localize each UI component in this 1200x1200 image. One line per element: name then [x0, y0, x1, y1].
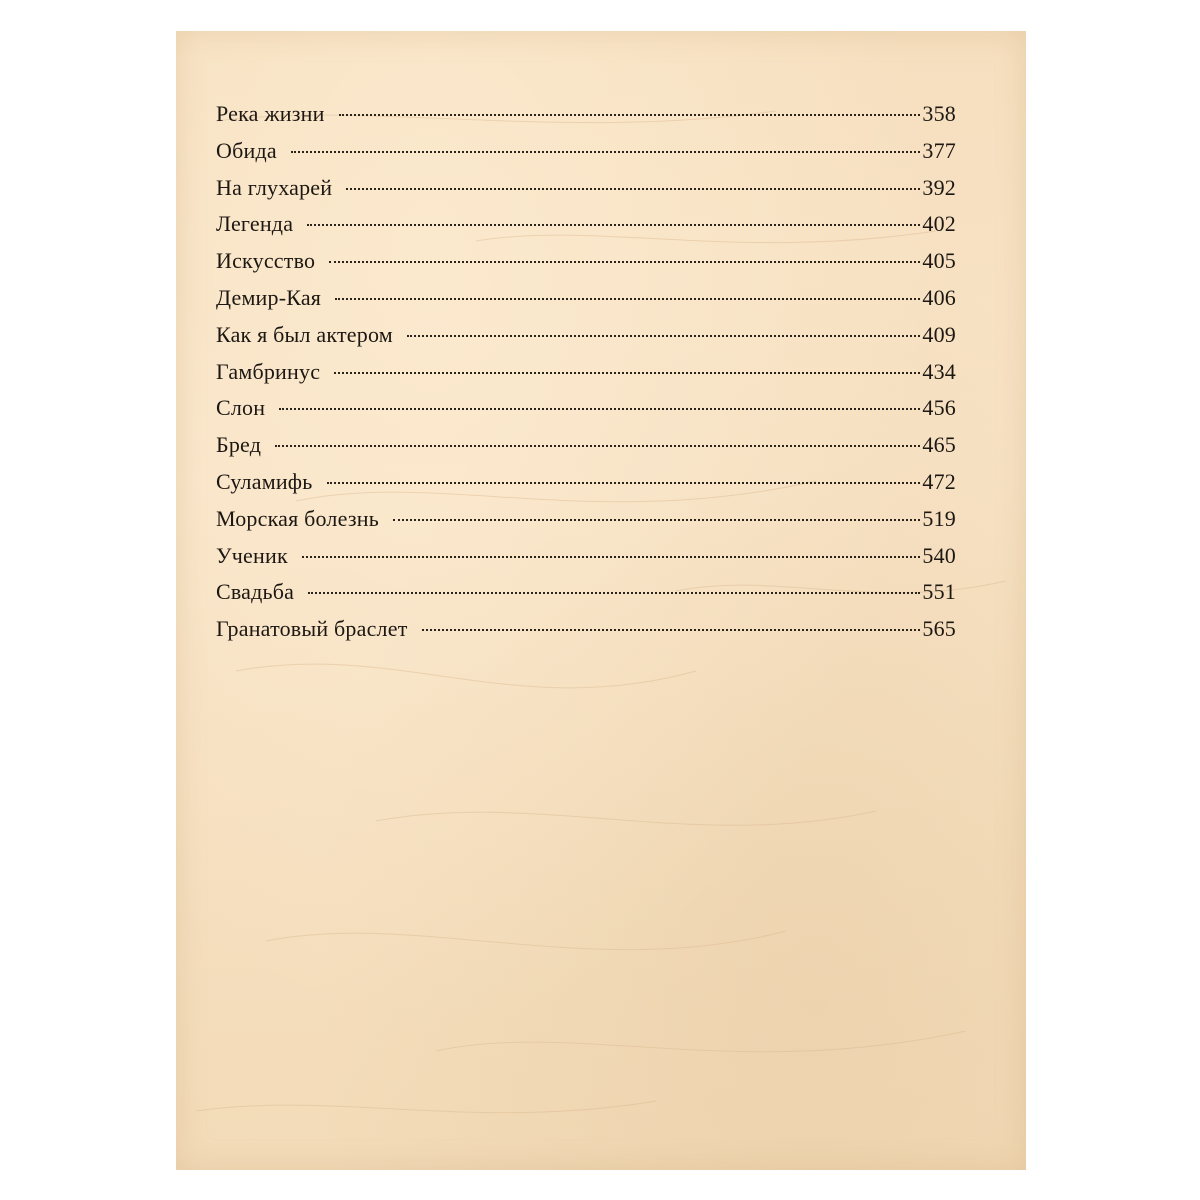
table-of-contents: [216, 101, 956, 653]
toc-entry: [216, 211, 956, 248]
toc-entry: [216, 175, 956, 212]
dot-leader: [279, 408, 920, 410]
toc-entry-title: Ученик: [216, 542, 288, 568]
toc-entry-page: 406: [922, 284, 956, 310]
toc-entry-title: Суламифь: [216, 468, 313, 494]
dot-leader: [422, 629, 921, 631]
toc-entry-title: Гранатовый браслет: [216, 616, 408, 642]
dot-leader: [346, 188, 920, 190]
toc-entry-page: 405: [922, 248, 956, 274]
toc-entry: [216, 138, 956, 175]
toc-entry: [216, 616, 956, 653]
toc-entry-page: 565: [922, 616, 956, 642]
toc-entry: [216, 285, 956, 322]
dot-leader: [307, 224, 920, 226]
toc-entry-title: Свадьба: [216, 579, 295, 605]
toc-entry-page: 551: [922, 579, 956, 605]
toc-entry: [216, 469, 956, 506]
toc-entry-page: 358: [922, 101, 956, 126]
toc-entry: [216, 579, 956, 616]
dot-leader: [335, 298, 920, 300]
toc-entry-page: 540: [922, 542, 956, 568]
toc-entry-title: Морская болезнь: [216, 505, 379, 531]
dot-leader: [407, 335, 921, 337]
toc-entry-page: 434: [922, 358, 956, 384]
dot-leader: [308, 592, 920, 594]
dot-leader: [291, 151, 921, 153]
toc-entry-page: 377: [922, 137, 956, 163]
dot-leader: [334, 372, 920, 374]
toc-entry-title: Бред: [216, 432, 262, 458]
dot-leader: [327, 482, 921, 484]
toc-entry-title: Река жизни: [216, 101, 325, 126]
dot-leader: [339, 114, 921, 116]
toc-entry-title: Как я был актером: [216, 321, 393, 347]
toc-entry: [216, 506, 956, 543]
toc-entry-page: 392: [922, 174, 956, 200]
toc-entry-title: Искусство: [216, 248, 316, 274]
toc-entry-title: Слон: [216, 395, 266, 421]
toc-entry: [216, 359, 956, 396]
toc-entry-title: Демир-Кая: [216, 284, 322, 310]
toc-entry-title: Обида: [216, 137, 277, 163]
dot-leader: [329, 261, 920, 263]
toc-entry: [216, 322, 956, 359]
toc-entry-page: 409: [922, 321, 956, 347]
toc-entry-page: 472: [922, 468, 956, 494]
dot-leader: [275, 445, 920, 447]
toc-entry-title: Легенда: [216, 211, 294, 237]
dot-leader: [302, 556, 921, 558]
toc-entry: [216, 248, 956, 285]
toc-entry-page: 519: [922, 505, 956, 531]
dot-leader: [393, 519, 920, 521]
toc-entry-page: 465: [922, 432, 956, 458]
toc-entry: [216, 543, 956, 580]
toc-entry: [216, 395, 956, 432]
toc-entry: [216, 432, 956, 469]
toc-entry: [216, 101, 956, 138]
toc-entry-title: На глухарей: [216, 174, 333, 200]
toc-entry-page: 456: [922, 395, 956, 421]
toc-entry-page: 402: [922, 211, 956, 237]
book-page: [176, 31, 1026, 1170]
toc-entry-title: Гамбринус: [216, 358, 321, 384]
